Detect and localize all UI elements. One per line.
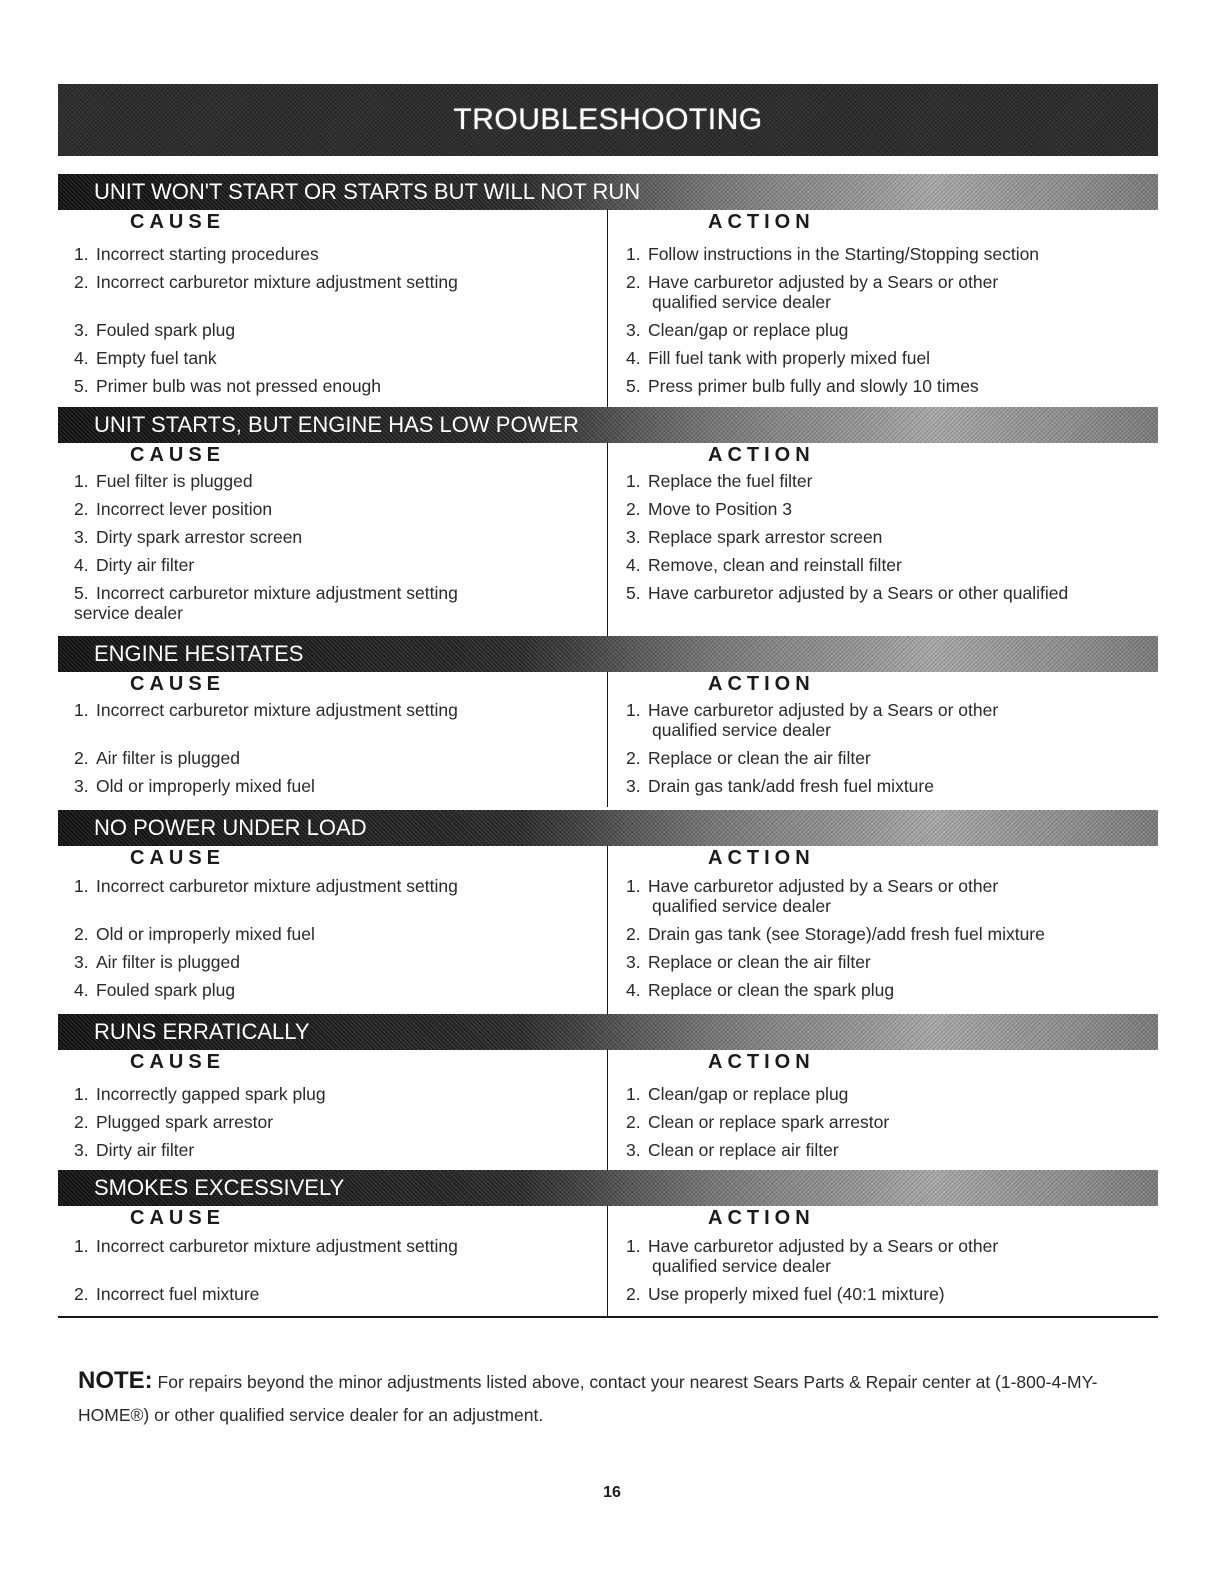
cause-item: 2. Air filter is plugged [74, 748, 240, 768]
action-item: 2. Replace or clean the air filter [626, 748, 871, 768]
action-item: 1. Clean/gap or replace plug [626, 1084, 849, 1104]
cause-item: 4. Empty fuel tank [74, 348, 217, 368]
action-item: 2. Move to Position 3 [626, 499, 792, 519]
cause-item: 3. Fouled spark plug [74, 320, 236, 340]
action-item: 4. Replace or clean the spark plug [626, 980, 895, 1000]
action-column [626, 672, 1156, 796]
action-column [626, 443, 1156, 603]
cause-column [74, 1050, 594, 1160]
action-column [626, 210, 1156, 396]
cause-column [74, 846, 594, 1000]
action-item: 2. Have carburetor adjusted by a Sears or other qualified service dealer [626, 272, 999, 312]
action-column [626, 846, 1156, 1000]
cause-item: 2. Old or improperly mixed fuel [74, 924, 315, 944]
section-no-power [58, 810, 1158, 1015]
action-item: 2. Clean or replace spark arrestor [626, 1112, 890, 1132]
action-item: 3. Clean/gap or replace plug [626, 320, 849, 340]
cause-item: 3. Air filter is plugged [74, 952, 240, 972]
cause-column [74, 1206, 594, 1304]
section-title: SMOKES EXCESSIVELY [94, 1175, 345, 1200]
cause-heading: CAUSE [130, 211, 226, 233]
cause-item: 1. Incorrect carburetor mixture adjustment setting [74, 1236, 458, 1256]
section-header [58, 1014, 1158, 1050]
cause-item: 1. Incorrectly gapped spark plug [74, 1084, 326, 1104]
column-divider [607, 1206, 608, 1316]
section-header [58, 174, 1158, 210]
cause-column [74, 443, 594, 623]
section-title: UNIT WON'T START OR STARTS BUT WILL NOT RUN [94, 179, 641, 204]
action-heading: ACTION [708, 673, 815, 695]
cause-item: 1. Incorrect carburetor mixture adjustment setting [74, 876, 458, 896]
section-erratic [58, 1014, 1158, 1170]
section-title: RUNS ERRATICALLY [94, 1019, 310, 1044]
action-item: 3. Clean or replace air filter [626, 1140, 839, 1160]
action-column [626, 1050, 1156, 1160]
cause-column [74, 210, 594, 396]
cause-item: 1. Fuel filter is plugged [74, 471, 253, 491]
table-bottom-rule [58, 1316, 1158, 1318]
action-item: 2. Use properly mixed fuel (40:1 mixture) [626, 1284, 945, 1304]
section-smokes [58, 1170, 1158, 1316]
section-wont-start [58, 174, 1158, 432]
cause-item: 1. Incorrect starting procedures [74, 244, 319, 264]
cause-item: 4. Dirty air filter [74, 555, 195, 575]
action-item: 5. Press primer bulb fully and slowly 10 times [626, 376, 979, 396]
action-item: 4. Fill fuel tank with properly mixed fuel [626, 348, 931, 368]
action-heading: ACTION [708, 211, 815, 233]
section-header [58, 810, 1158, 846]
column-divider [607, 443, 608, 637]
cause-item: 5. Incorrect carburetor mixture adjustment setting service dealer [74, 583, 458, 623]
page-title: TROUBLESHOOTING [453, 103, 763, 136]
cause-item: 3. Old or improperly mixed fuel [74, 776, 315, 796]
action-item: 1. Replace the fuel filter [626, 471, 813, 491]
cause-item: 5. Primer bulb was not pressed enough [74, 376, 382, 396]
section-hesitates [58, 636, 1158, 807]
note-text: For repairs beyond the minor adjustments listed above, contact your nearest Sears Parts & Repair center at (1-800-4-MY-HOME®) or other qualified service dealer for an adjustment. [78, 1372, 1098, 1425]
cause-item: 3. Dirty spark arrestor screen [74, 527, 303, 547]
section-header [58, 1170, 1158, 1206]
section-header [58, 636, 1158, 672]
page-number: 16 [603, 1484, 621, 1501]
section-title: UNIT STARTS, BUT ENGINE HAS LOW POWER [94, 412, 579, 437]
section-header [58, 407, 1158, 443]
action-item: 1. Have carburetor adjusted by a Sears or other qualified service dealer [626, 1236, 999, 1276]
cause-column [74, 672, 594, 796]
action-item: 3. Replace or clean the air filter [626, 952, 871, 972]
column-divider [607, 1050, 608, 1170]
action-item: 3. Drain gas tank/add fresh fuel mixture [626, 776, 934, 796]
action-heading: ACTION [708, 847, 815, 869]
cause-heading: CAUSE [130, 444, 226, 466]
action-item: 2. Drain gas tank (see Storage)/add fresh fuel mixture [626, 924, 1045, 944]
column-divider [607, 672, 608, 807]
action-item: 1. Have carburetor adjusted by a Sears or other qualified service dealer [626, 700, 999, 740]
cause-item: 2. Incorrect carburetor mixture adjustment setting [74, 272, 458, 292]
action-heading: ACTION [708, 1207, 815, 1229]
action-item: 1. Have carburetor adjusted by a Sears or other qualified service dealer [626, 876, 999, 916]
cause-item: 2. Incorrect lever position [74, 499, 273, 519]
column-divider [607, 210, 608, 432]
cause-item: 4. Fouled spark plug [74, 980, 236, 1000]
section-title: ENGINE HESITATES [94, 641, 304, 666]
action-heading: ACTION [708, 444, 815, 466]
column-divider [607, 846, 608, 1015]
action-item: 1. Follow instructions in the Starting/Stopping section [626, 244, 1040, 264]
cause-heading: CAUSE [130, 673, 226, 695]
cause-item: 2. Plugged spark arrestor [74, 1112, 274, 1132]
action-item: 4. Remove, clean and reinstall filter [626, 555, 902, 575]
note-label: NOTE: [78, 1367, 153, 1394]
cause-heading: CAUSE [130, 1051, 226, 1073]
cause-item: 1. Incorrect carburetor mixture adjustment setting [74, 700, 458, 720]
action-column [626, 1206, 1156, 1304]
cause-heading: CAUSE [130, 1207, 226, 1229]
section-title: NO POWER UNDER LOAD [94, 815, 367, 840]
action-item: 3. Replace spark arrestor screen [626, 527, 883, 547]
cause-item: 3. Dirty air filter [74, 1140, 195, 1160]
note-paragraph [78, 1364, 1158, 1432]
page-title-bar [58, 84, 1158, 156]
section-low-power [58, 407, 1158, 637]
cause-item: 2. Incorrect fuel mixture [74, 1284, 260, 1304]
action-item: 5. Have carburetor adjusted by a Sears or other qualified [626, 583, 1069, 603]
cause-heading: CAUSE [130, 847, 226, 869]
action-heading: ACTION [708, 1051, 815, 1073]
